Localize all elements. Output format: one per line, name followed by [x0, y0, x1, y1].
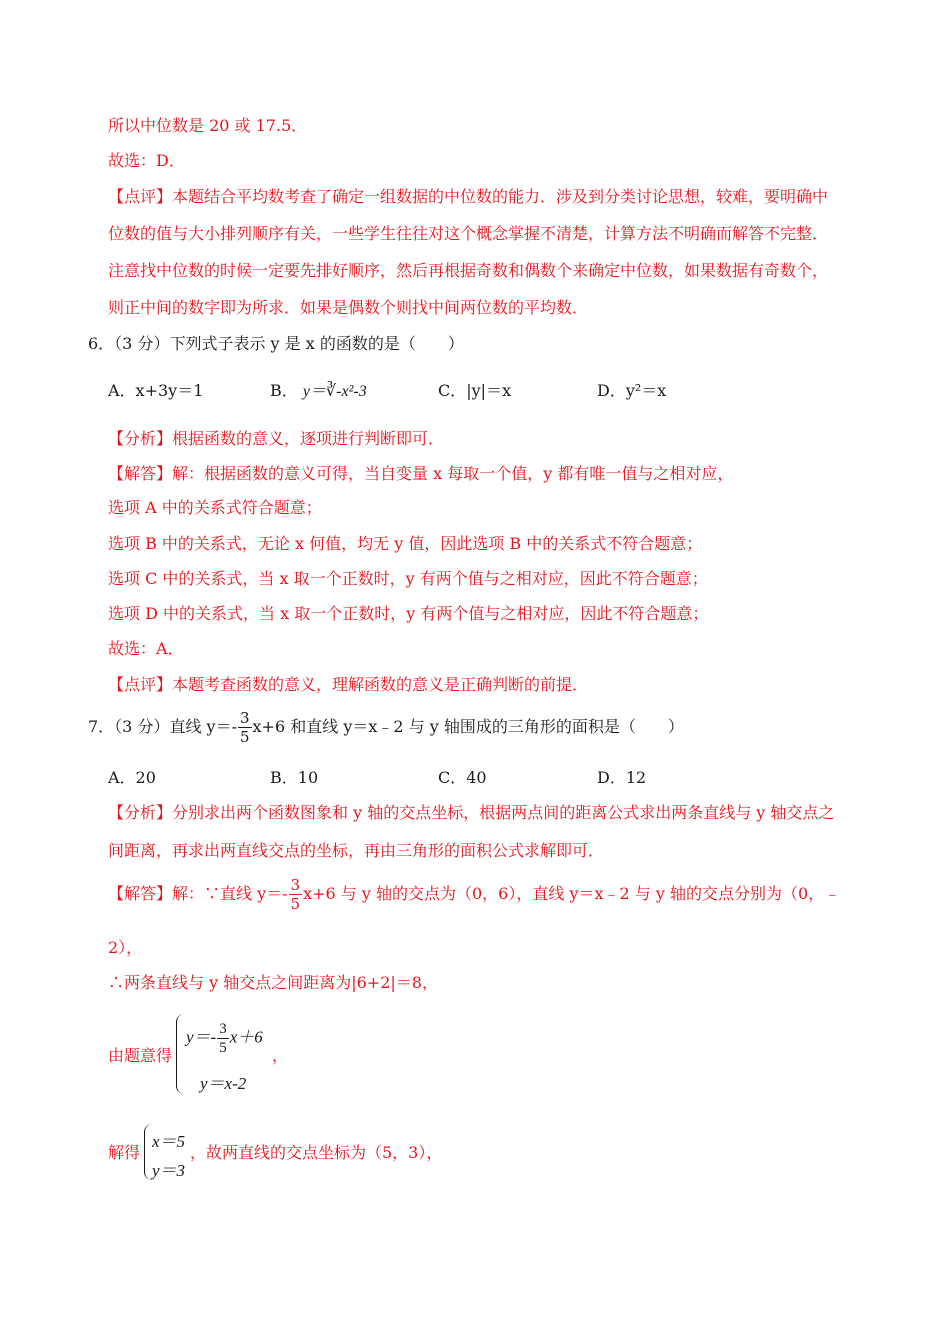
q6-solution-line-2: 选项 A 中的关系式符合题意；: [108, 498, 322, 517]
q7-solve-row-2: y＝3: [152, 1161, 186, 1180]
q7-sol-frac-num: 3: [290, 876, 301, 894]
q7-system-row-1: [186, 1020, 263, 1057]
q5-comment-line-4: 则正中间的数字即为所求．如果是偶数个则找中间两位数的平均数．: [108, 298, 589, 317]
q7-stem-fraction: [238, 709, 252, 746]
q6-option-b-label: B．: [270, 381, 298, 400]
q6-analysis: 【分析】根据函数的意义，逐项进行判断即可．: [108, 429, 445, 448]
q6-solution-line-1: 【解答】解：根据函数的意义可得，当自变量 x 每取一个值，y 都有唯一值与之相对应，: [108, 464, 734, 483]
q7-stem-pre: 7．（3 分）直线 y＝-: [88, 717, 237, 736]
q5-comment-line-1: 【点评】本题结合平均数考查了确定一组数据的中位数的能力．涉及到分类讨论思想，较难，要明确中: [108, 187, 829, 206]
q7-stem-frac-num: 3: [239, 709, 250, 727]
q5-comment-line-2: 位数的值与大小排列顺序有关，一些学生往往对这个概念掌握不清楚，计算方法不明确而解答不完整．: [108, 224, 829, 243]
q7-solve-row-1: x＝5: [152, 1132, 186, 1151]
q7-sol-fraction: [289, 876, 303, 913]
q7-solve-brace: [144, 1124, 152, 1180]
q7-stem-frac-den: 5: [239, 728, 250, 746]
q6-answer-line: 故选：A．: [108, 639, 184, 658]
q7-system-frac-num: 3: [219, 1021, 227, 1037]
q7-stem-post: x+6 和直线 y＝x﹣2 与 y 轴围成的三角形的面积是（ ）: [252, 717, 684, 736]
q7-system-row-2: y＝x-2: [200, 1074, 247, 1093]
q7-solve-label: 解得: [108, 1143, 141, 1162]
q6-comment: 【点评】本题考查函数的意义，理解函数的意义是正确判断的前提．: [108, 675, 589, 694]
q7-system-frac-den: 5: [219, 1040, 227, 1056]
q7-option-b: B．10: [270, 768, 319, 787]
q7-sol-frac-den: 5: [290, 895, 301, 913]
q7-solve-result: ，故两直线的交点坐标为（5，3），: [190, 1143, 443, 1162]
q7-distance-line: ∴两条直线与 y 轴交点之间距离为|6+2|＝8，: [108, 973, 438, 992]
q7-system-label: 由题意得: [108, 1046, 173, 1065]
q6-solution-line-3: 选项 B 中的关系式，无论 x 何值，均无 y 值，因此选项 B 中的关系式不符合题意；: [108, 534, 703, 553]
q7-stem: [88, 709, 684, 746]
q7-system-brace: [176, 1014, 185, 1094]
q6-stem: 6．（3 分）下列式子表示 y 是 x 的函数的是（ ）: [88, 334, 464, 353]
q6-solution-line-4: 选项 C 中的关系式，当 x 取一个正数时，y 有两个值与之相对应，因此不符合题意；: [108, 569, 708, 588]
q7-sol-pre: 【解答】解：∵直线 y＝-: [108, 884, 288, 903]
q6-solution-line-5: 选项 D 中的关系式，当 x 取一个正数时，y 有两个值与之相对应，因此不符合题意；: [108, 604, 709, 623]
q7-analysis-line-2: 间距离，再求出两直线交点的坐标，再由三角形的面积公式求解即可．: [108, 841, 605, 860]
q7-system-row1-post: x＋6: [229, 1027, 263, 1047]
q7-option-d: D．12: [597, 768, 647, 787]
q7-option-c: C．40: [438, 768, 487, 787]
q6-option-a: A．x+3y＝1: [108, 381, 204, 400]
q6-option-b-expr: y＝∛-x²-3: [302, 383, 367, 400]
q7-sol-post: x+6 与 y 轴的交点为（0，6），直线 y＝x﹣2 与 y 轴的交点分别为（0，﹣: [303, 884, 841, 903]
q7-option-a: A．20: [108, 768, 156, 787]
q7-analysis-line-1: 【分析】分别求出两个函数图象和 y 轴的交点坐标，根据两点间的距离公式求出两条直线与 y 轴交点之: [108, 803, 835, 822]
q5-comment-line-3: 注意找中位数的时候一定要先排好顺序，然后再根据奇数和偶数个来确定中位数，如果数据有奇数个，: [108, 261, 829, 280]
q5-median-line: 所以中位数是 20 或 17.5．: [108, 116, 308, 135]
q7-solution-line-1: [108, 876, 840, 913]
q7-solution-line-2: 2），: [108, 938, 143, 957]
q6-option-c: C．|y|＝x: [438, 381, 512, 400]
q7-system-row1-pre: y＝-: [186, 1027, 217, 1047]
q7-system-comma: ，: [272, 1046, 289, 1065]
q7-system-fraction: [217, 1020, 229, 1057]
q5-answer-line: 故选：D．: [108, 151, 185, 170]
q6-option-b: [270, 380, 367, 403]
q6-option-d: D．y²＝x: [597, 381, 667, 400]
